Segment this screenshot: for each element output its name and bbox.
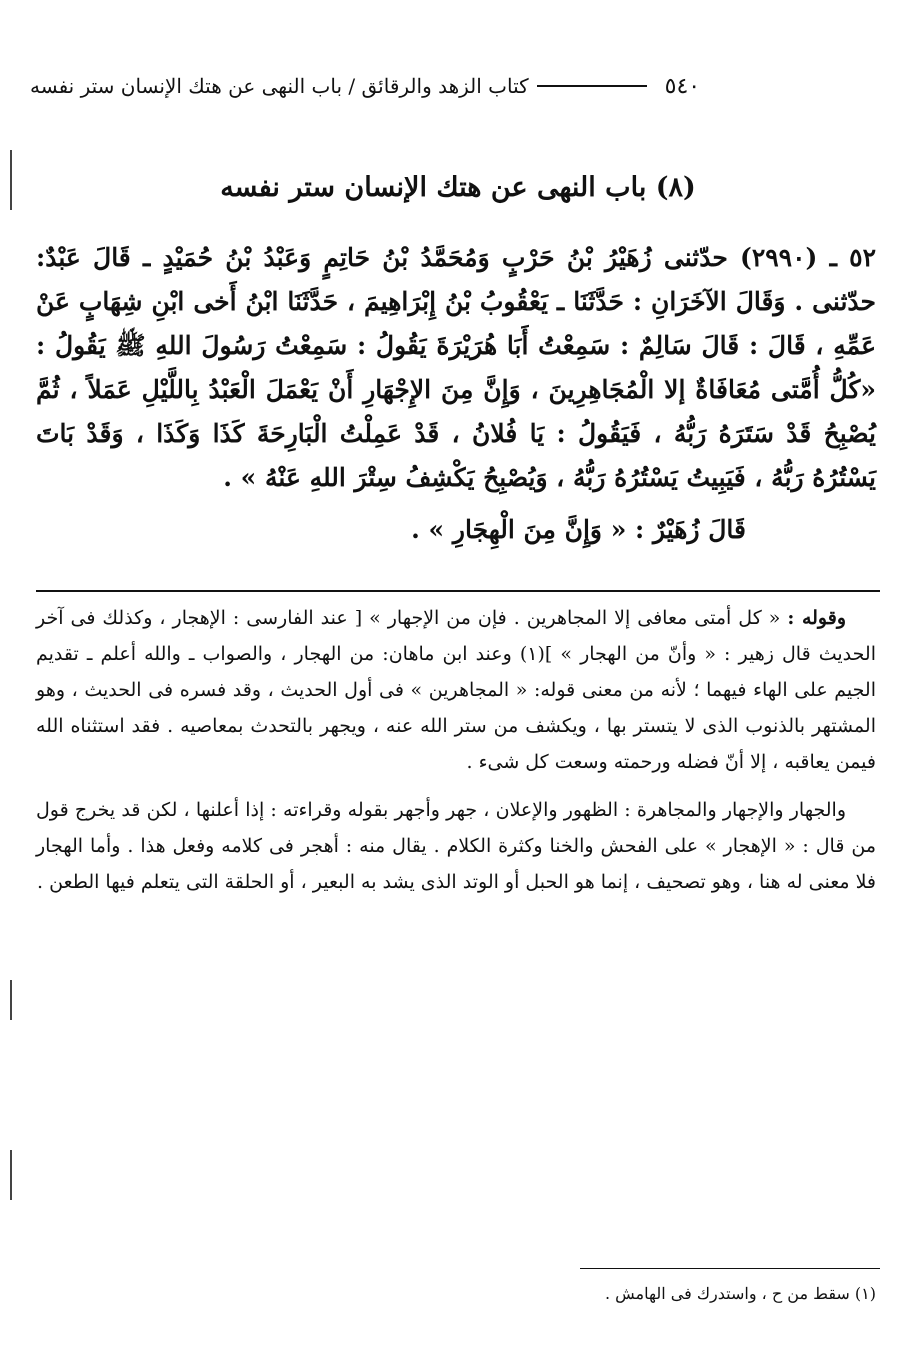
running-title: كتاب الزهد والرقائق / باب النهى عن هتك الإنسان ستر نفسه — [30, 74, 529, 98]
zuhair-note: قَالَ زُهَيْرٌ : « وَإِنَّ مِنَ الْهِجَارِ » . — [411, 515, 746, 544]
page-edge-mark — [10, 1150, 12, 1200]
chapter-title: (٨) باب النهى عن هتك الإنسان ستر نفسه — [220, 172, 696, 203]
hadith-text: ٥٢ ـ (٢٩٩٠) حدّثنى زُهَيْرُ بْنُ حَرْبٍ وَمُحَمَّدُ بْنُ حَاتِمٍ وَعَبْدُ بْنُ حُمَيْدٍ ـ قَالَ عَبْدٌ: حدّثنى . وَقَالَ الآخَرَانِ : حَدَّثَنَا ـ يَعْقُوبُ بْنُ إِبْرَاهِيمَ ، حَدَّثَنَا ابْنُ أَخى ابْنِ شِهَابٍ عَنْ عَمِّهِ ، قَالَ : قَالَ سَالِمٌ : سَمِعْتُ أَبَا هُرَيْرَةَ يَقُولُ : سَمِعْتُ رَسُولَ اللهِ ﷺ يَقُولُ : «كُلُّ أُمَّتى مُعَافَاةٌ إلا الْمُجَاهِرِينَ ، وَإِنَّ مِنَ الإِجْهَارِ أَنْ يَعْمَلَ الْعَبْدُ بِاللَّيْلِ عَمَلاً ، ثُمَّ يُصْبِحُ قَدْ سَتَرَهُ رَبُّهُ ، فَيَقُولُ : يَا فُلانُ ، قَدْ عَمِلْتُ الْبَارِحَةَ كَذَا وَكَذَا ، وَقَدْ بَاتَ يَسْتُرُهُ رَبُّهُ ، فَيَبِيتُ يَسْتُرُهُ رَبُّهُ ، وَيُصْبِحُ يَكْشِفُ سِتْرَ اللهِ عَنْهُ » . — [36, 243, 876, 492]
commentary-text-1: « كل أمتى معافى إلا المجاهرين . فإن من الإجهار » [ عند الفارسى : الإهجار ، وكذلك فى آخر الحديث قال زهير : « وأنّ من الهجار » ](١) وعند ابن ماهان: من الهجار ، والصواب ـ والله أعلم ـ تقديم الجيم على الهاء فيهما ؛ لأنه من معنى قوله: « المجاهرين » فى أول الحديث ، وقد فسره فى الحديث ، وهو المشتهر بالذنوب الذى لا يتستر بها ، ويكشف من ستر الله عنه ، ويجهر بالتحدث بمعاصيه . فقد استثناه الله فيمن يعاقبه ، إلا أنّ فضله ورحمته وسعت كل شىء . — [36, 607, 876, 773]
footnote-rule — [580, 1268, 880, 1269]
hadith-text-block — [36, 236, 876, 552]
page-number: ٥٤٠ — [664, 73, 701, 99]
section-divider — [36, 590, 880, 592]
commentary-block — [36, 600, 876, 912]
page-edge-mark — [10, 980, 12, 1020]
running-header — [30, 68, 876, 104]
commentary-paragraph-2: والجهار والإجهار والمجاهرة : الظهور والإعلان ، جهر وأجهر بقوله وقراءته : إذا أعلنها ، لكن قد يخرج قول من قال : « الإهجار » على الفحش والخنا وكثرة الكلام . يقال منه : أهجر فى كلامه وفعل هذا . وأما الهجار فلا معنى له هنا ، وهو تصحيف ، إنما هو الحبل أو الوتد الذى يشد به البعير ، أو الحلقة التى يتعلم فيها الطعن . — [36, 799, 876, 893]
commentary-lead: وقوله : — [787, 607, 846, 629]
footnote: (١) سقط من ح ، واستدرك فى الهامش . — [604, 1284, 876, 1303]
header-rule — [537, 85, 647, 87]
commentary-paragraph-1 — [36, 600, 876, 780]
